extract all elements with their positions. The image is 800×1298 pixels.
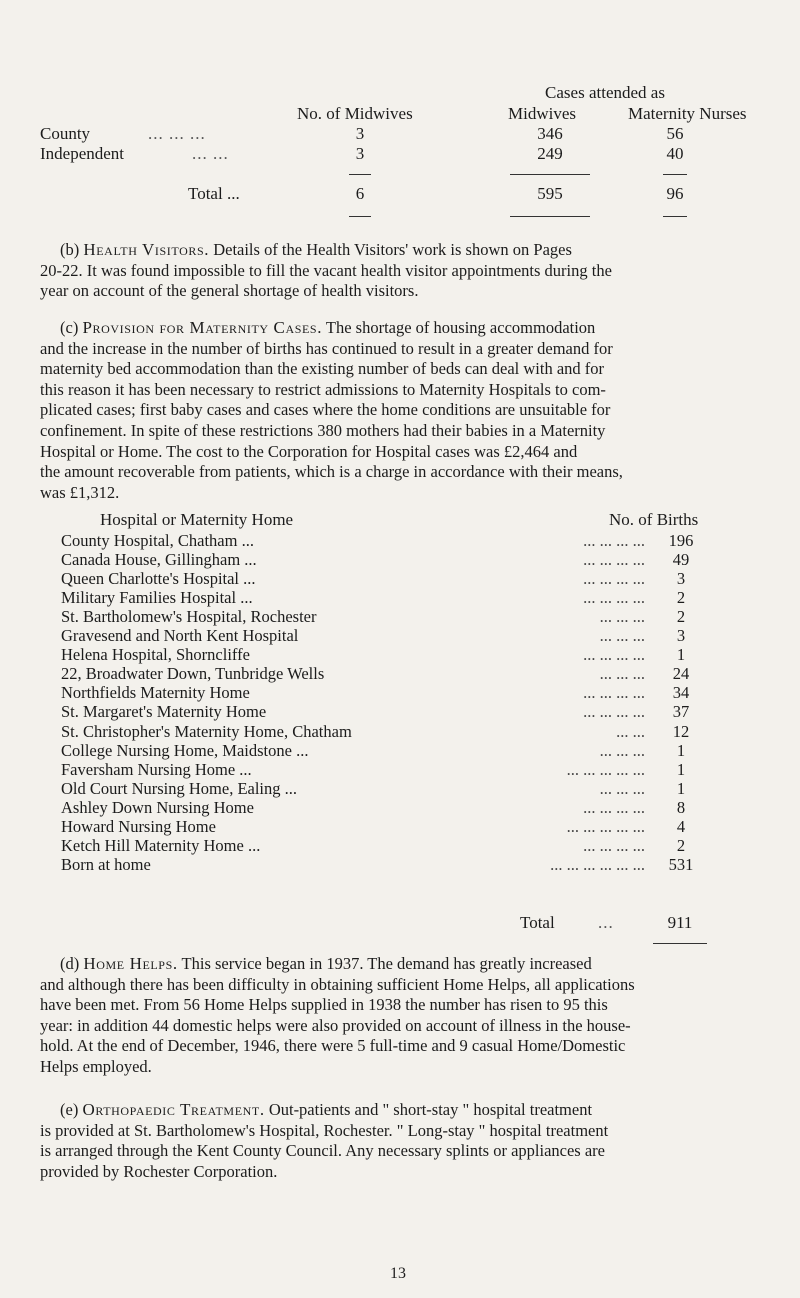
text-line: The shortage of housing accommodation [325,318,596,337]
col-midwives: Midwives [508,104,576,123]
hospital-row [61,798,711,818]
leader-dots: ... ... ... [599,778,645,798]
leader-dots: ... ... [616,721,645,741]
births-count: 8 [676,797,686,817]
text-line: This service began in 1937. The demand has greatly increased [181,954,592,973]
births-count: 1 [676,778,686,798]
total-as-midwives: 595 [537,184,563,203]
births-count: 1 [676,740,686,760]
section-orthopaedic-treatment [40,1100,752,1182]
text-line: Out-patients and " short-stay " hospital treatment [268,1100,593,1119]
text-line: provided by Rochester Corporation. [40,1161,278,1181]
hospital-name: St. Bartholomew's Hospital, Rochester [61,607,317,627]
hospital-name: Ketch Hill Maternity Home ... [61,835,261,855]
total-as-nurses: 96 [666,184,684,203]
section-heading: Health Visitors. [83,240,210,259]
text-line: this reason it has been necessary to restrict admissions to Maternity Hospitals to com- [40,379,606,399]
text-line: Helps employed. [40,1056,152,1076]
births-count: 24 [672,664,690,684]
leader-dots: ... ... ... ... ... [566,759,645,779]
leader-dots: ... ... ... ... [583,588,645,608]
col-no-of-midwives: No. of Midwives [297,104,413,123]
cases-as-nurses: 40 [666,144,684,163]
hospital-name: Howard Nursing Home [61,816,216,836]
hospital-name: Faversham Nursing Home ... [61,759,252,779]
leader-dots: ... ... ... ... [583,835,645,855]
hospital-row [61,588,711,608]
births-count: 4 [676,816,686,836]
leader-dots: ... ... ... ... [583,531,645,550]
births-count: 531 [668,854,694,874]
births-count: 12 [672,721,690,741]
hospital-row [61,664,711,684]
hospital-name: County Hospital, Chatham ... [61,531,254,550]
text-line: is provided at St. Bartholomew's Hospital, Rochester. " Long-stay " hospital treatment [40,1120,609,1140]
section-heading: Home Helps. [83,954,178,973]
total-label: Total [520,913,555,932]
hospital-row [61,741,711,761]
hospital-row [61,722,711,742]
total-midwives-count: 6 [355,184,365,203]
hospital-row [61,645,711,665]
midwives-count: 3 [355,124,365,143]
hospital-name: St. Christopher's Maternity Home, Chatham [61,721,352,741]
col-no-of-births: No. of Births [609,510,699,529]
rule [349,174,371,175]
text-line: hold. At the end of December, 1946, there were 5 full-time and 9 casual Home/Domestic [40,1036,626,1056]
section-health-visitors [40,240,752,302]
text-line: Details of the Health Visitors' work is shown on Pages [213,240,572,259]
hospital-row [61,702,711,722]
section-heading: Orthopaedic Treatment. [82,1100,265,1119]
hospital-name: College Nursing Home, Maidstone ... [61,740,309,760]
births-count: 2 [676,588,686,608]
hospital-name: 22, Broadwater Down, Tunbridge Wells [61,664,325,684]
text-line: 20-22. It was found impossible to fill the vacant health visitor appointments during the [40,260,612,280]
row-dots: ... ... ... [148,124,206,143]
hospital-row [61,607,711,627]
leader-dots: ... ... ... [599,664,645,684]
text-line: the amount recoverable from patients, which is a charge in accordance with their means, [40,462,623,482]
births-count: 2 [676,835,686,855]
leader-dots: ... ... ... ... [583,683,645,703]
cases-as-nurses: 56 [666,124,684,143]
hospital-name: Gravesend and North Kent Hospital [61,626,299,646]
total-dots: ... [598,913,614,932]
col-hospital-name: Hospital or Maternity Home [100,510,294,529]
births-count: 3 [676,569,686,589]
midwives-count: 3 [355,144,365,163]
births-count: 3 [676,626,686,646]
text-line: was £1,312. [40,482,120,502]
total-label: Total ... [188,184,240,203]
rule [663,216,687,217]
hospital-row [61,760,711,780]
text-line: maternity bed accommodation than the existing number of beds can deal with and for [40,359,605,379]
section-marker: (b) [60,240,80,259]
leader-dots: ... ... ... ... [583,569,645,589]
births-count: 34 [672,683,690,703]
births-count: 49 [672,550,690,570]
cases-attended-header: Cases attended as [545,83,665,102]
section-maternity-cases [40,318,752,503]
births-count: 2 [676,607,686,627]
rule [349,216,371,217]
leader-dots: ... ... ... ... ... ... [550,854,645,874]
col-maternity-nurses: Maternity Nurses [628,104,747,123]
text-line: and although there has been difficulty in obtaining sufficient Home Helps, all applications [40,974,635,994]
hospital-row [61,683,711,703]
leader-dots: ... ... ... ... [583,645,645,665]
section-home-helps [40,954,752,1078]
hospital-name: Helena Hospital, Shorncliffe [61,645,250,665]
hospital-name: Ashley Down Nursing Home [61,797,254,817]
cases-as-midwives: 249 [537,144,563,163]
hospital-name: Military Families Hospital ... [61,588,253,608]
births-count: 1 [676,759,686,779]
cases-as-midwives: 346 [537,124,563,143]
hospital-row [61,626,711,646]
row-label: Independent [40,144,125,163]
leader-dots: ... ... ... ... ... [566,816,645,836]
hospital-row [61,817,711,837]
text-line: Hospital or Home. The cost to the Corporation for Hospital cases was £2,464 and [40,441,578,461]
hospital-row [61,836,711,856]
text-line: confinement. In spite of these restrictions 380 mothers had their babies in a Maternity [40,420,606,440]
leader-dots: ... ... ... ... [583,797,645,817]
section-marker: (c) [60,318,79,337]
hospital-row [61,569,711,589]
text-line: and the increase in the number of births has continued to result in a greater demand for [40,338,613,358]
hospital-row [61,550,711,570]
page-number: 13 [390,1265,406,1282]
text-line: is arranged through the Kent County Council. Any necessary splints or appliances are [40,1141,605,1161]
text-line: year on account of the general shortage of health visitors. [40,281,419,301]
births-count: 37 [672,702,690,722]
hospital-row [61,779,711,799]
rule [510,216,590,217]
rule [653,943,707,944]
rule [663,174,687,175]
leader-dots: ... ... ... [599,626,645,646]
leader-dots: ... ... ... ... [583,550,645,570]
rule [510,174,590,175]
births-count: 1 [676,645,686,665]
total-births: 911 [667,913,693,932]
hospital-name: Old Court Nursing Home, Ealing ... [61,778,298,798]
section-marker: (d) [60,954,80,973]
hospital-name: Northfields Maternity Home [61,683,250,703]
leader-dots: ... ... ... [599,607,645,627]
hospital-row [61,855,711,875]
section-heading: Provision for Maternity Cases. [82,318,323,337]
leader-dots: ... ... ... [599,740,645,760]
text-line: have been met. From 56 Home Helps supplied in 1938 the number has risen to 95 this [40,995,608,1015]
hospital-name: Canada House, Gillingham ... [61,550,257,570]
hospital-name: Queen Charlotte's Hospital ... [61,569,256,589]
leader-dots: ... ... ... ... [583,702,645,722]
hospital-name: Born at home [61,854,151,874]
hospital-row [61,531,711,551]
row-label: County [40,124,91,143]
row-dots: ... ... [192,144,229,163]
births-count: 196 [668,531,694,550]
text-line: plicated cases; first baby cases and cases where the home conditions are unsuitable for [40,400,611,420]
text-line: year: in addition 44 domestic helps were also provided on account of illness in the house- [40,1015,631,1035]
section-marker: (e) [60,1100,79,1119]
hospital-name: St. Margaret's Maternity Home [61,702,267,722]
